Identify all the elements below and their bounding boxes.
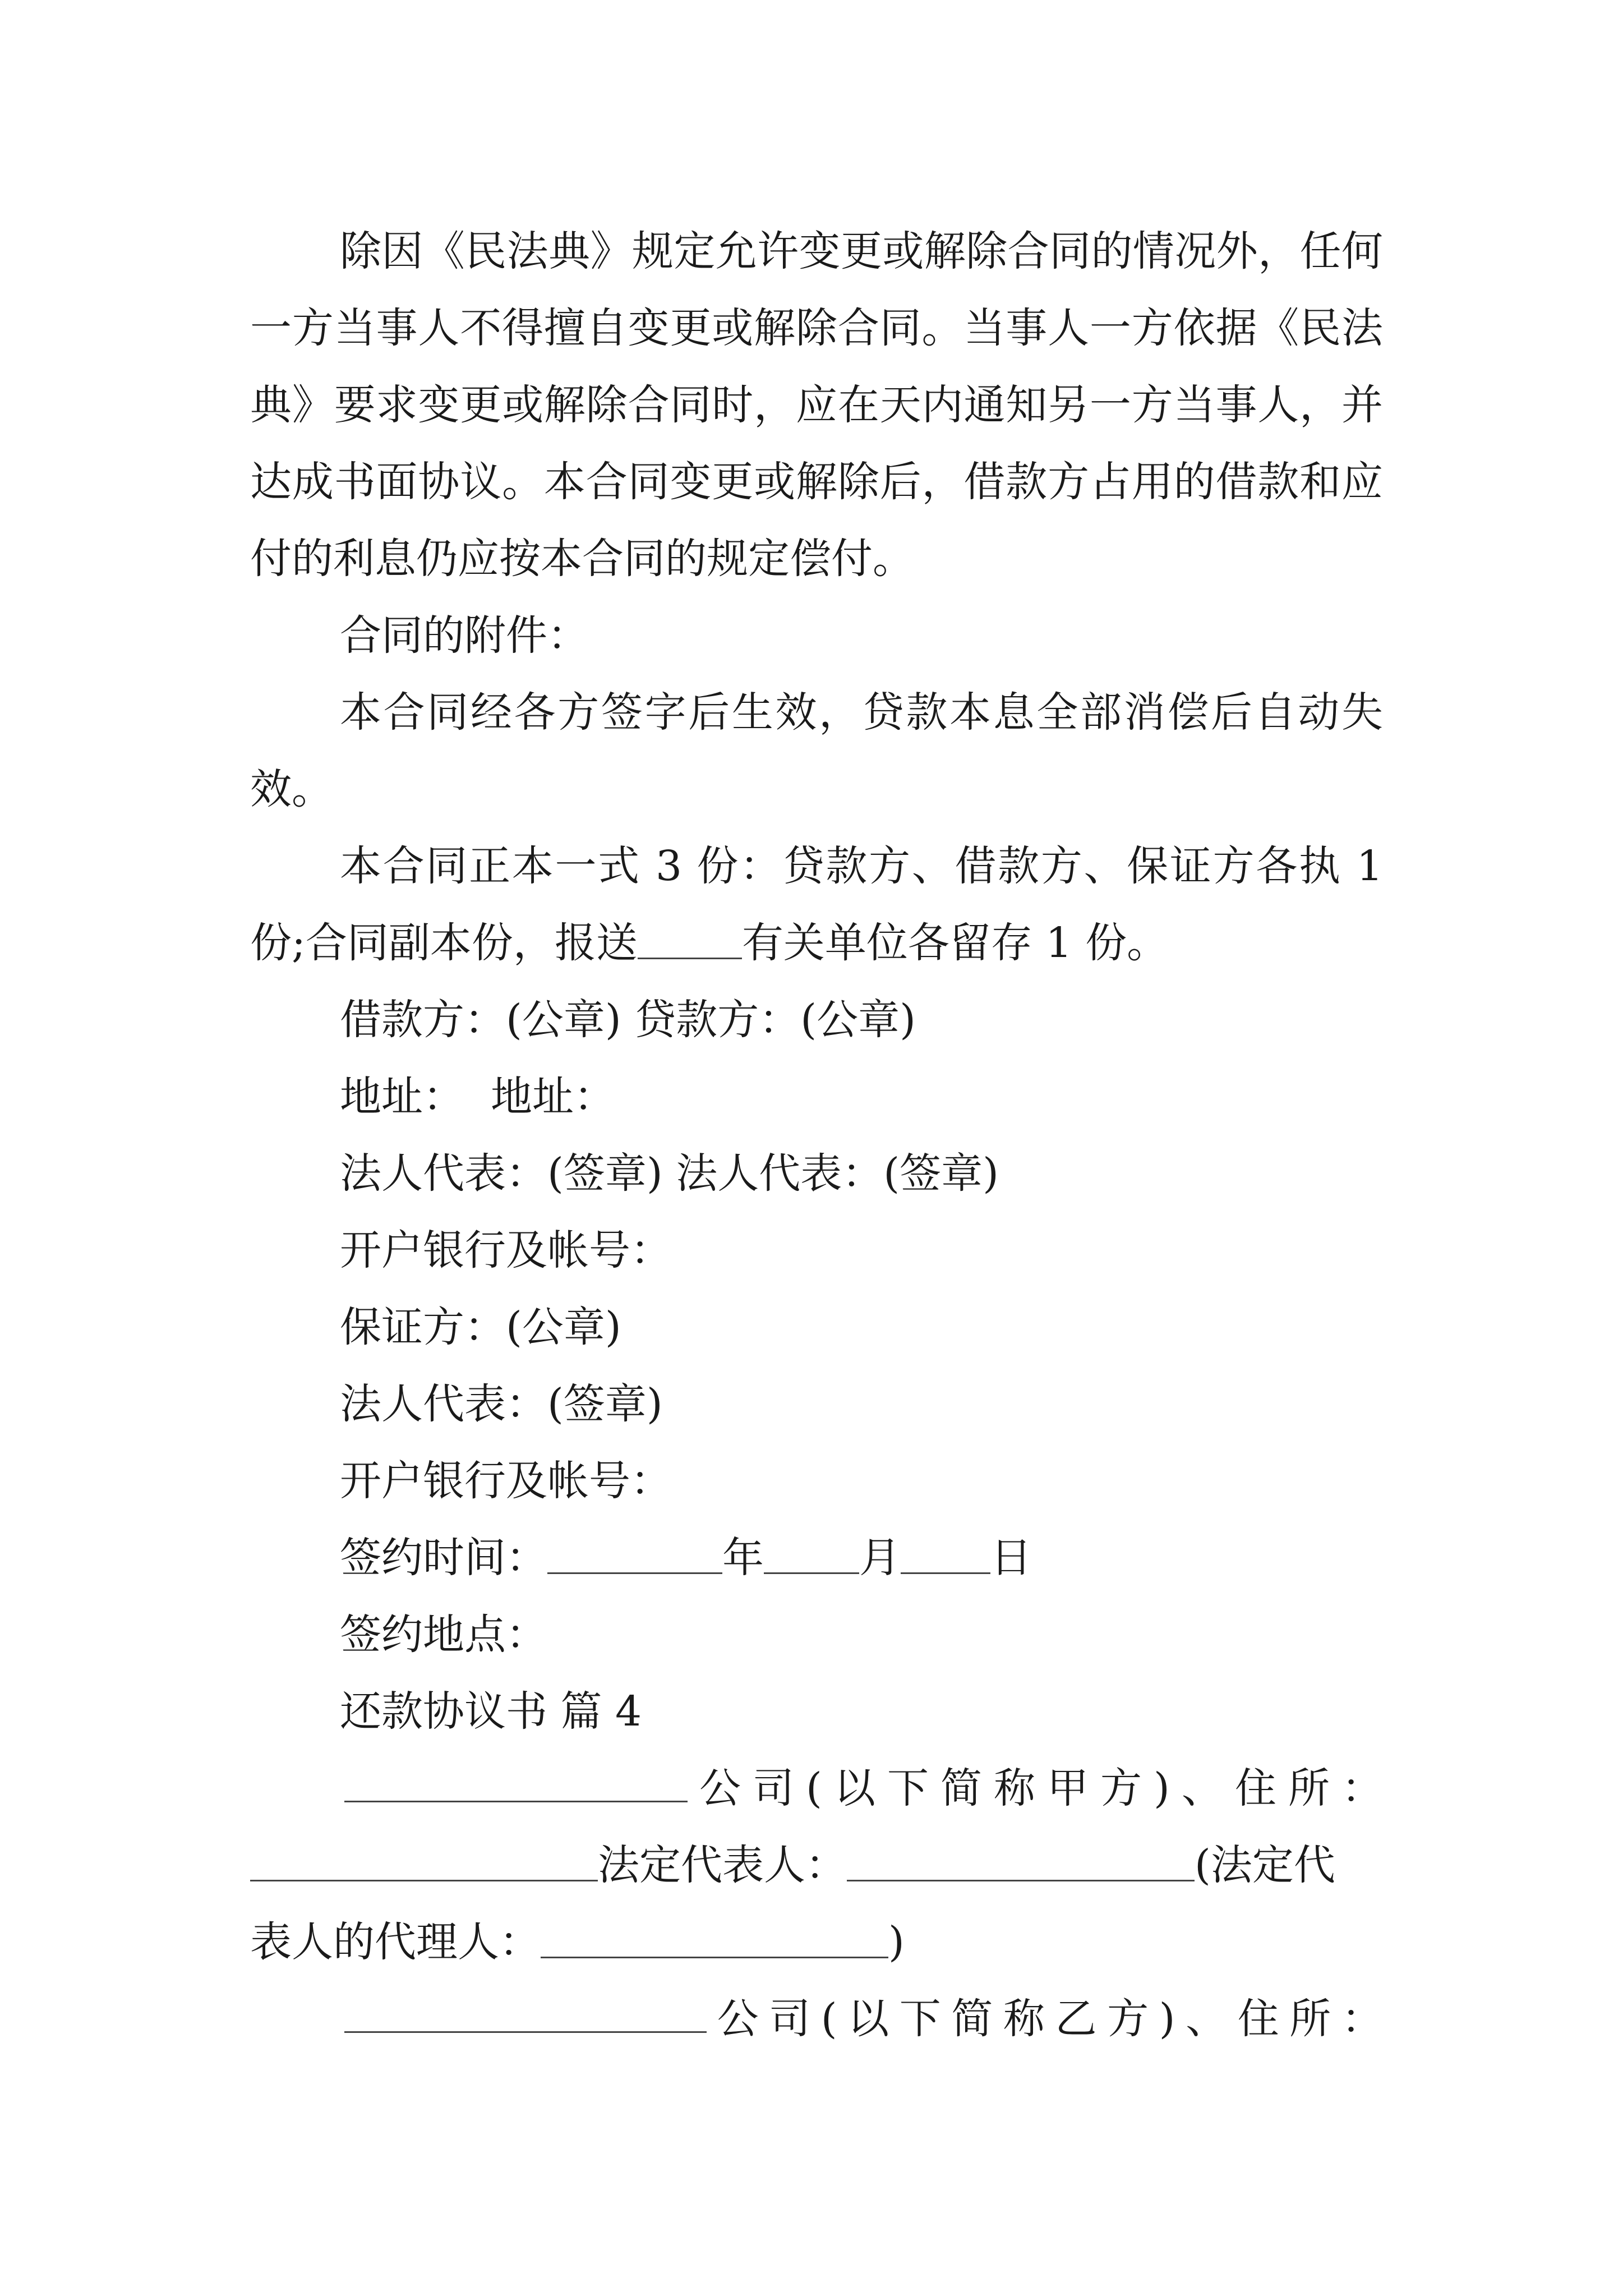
- party-b-char: 司: [769, 1995, 811, 2043]
- party-a-char: 公: [699, 1764, 741, 1812]
- party-b-char: 下: [899, 1995, 941, 2043]
- blank-line: [547, 1540, 722, 1574]
- rep-agent-close: ): [888, 1918, 905, 1966]
- party-a-char: 住: [1234, 1764, 1276, 1812]
- party-a-char: 方: [1100, 1764, 1142, 1812]
- party-b-char: 称: [1003, 1995, 1045, 2043]
- signature-guarantor-rep: 法人代表：(签章): [340, 1380, 663, 1428]
- document-page: [250, 213, 1383, 2058]
- rep-agent-open: (法定代: [1195, 1841, 1335, 1889]
- blank-line: [764, 1540, 859, 1574]
- party-a-char: ：: [1341, 1764, 1383, 1812]
- party-a-char: (: [806, 1764, 822, 1812]
- copies-text: 本合同正本一式 3 份：贷款方、借款方、保证方各执 1 份;合同副本份，报送: [250, 842, 1383, 967]
- party-a-char: 下: [887, 1764, 929, 1812]
- signature-address: 地址： 地址：: [340, 1073, 616, 1121]
- party-b-char: ): [1159, 1995, 1175, 2043]
- rep-agent-line: [250, 1904, 1383, 1981]
- blank-line: [901, 1540, 990, 1574]
- rep-agent-label: 表人的代理人：: [250, 1918, 541, 1966]
- signature-date: [250, 1520, 1383, 1596]
- day-label: 日: [990, 1534, 1032, 1582]
- blank-line: [250, 1847, 598, 1881]
- paragraph-attachments: 合同的附件：: [340, 611, 589, 660]
- signature-place: 签约地点：: [340, 1611, 547, 1659]
- signature-guarantor: 保证方：(公章): [340, 1303, 621, 1351]
- party-b-char: 乙: [1055, 1995, 1097, 2043]
- party-a-line: [250, 1750, 1383, 1827]
- party-b-char: 所: [1289, 1995, 1331, 2043]
- party-a-char: 以: [833, 1764, 875, 1812]
- copies-tail: 有关单位各留存 1 份。: [741, 919, 1169, 967]
- signature-bank-account: 开户银行及帐号：: [340, 1226, 672, 1274]
- party-b-char: 住: [1237, 1995, 1279, 2043]
- party-b-char: 方: [1107, 1995, 1149, 2043]
- signature-guarantor-bank: 开户银行及帐号：: [340, 1457, 672, 1505]
- party-b-char: 以: [847, 1995, 889, 2043]
- party-a-char: 司: [753, 1764, 795, 1812]
- legal-rep-label: 法定代表人：: [598, 1841, 847, 1889]
- party-a-char: 简: [940, 1764, 982, 1812]
- section-heading: 还款协议书 篇 4: [340, 1687, 642, 1736]
- party-a-char: 所: [1288, 1764, 1330, 1812]
- party-b-char: 公: [717, 1995, 759, 2043]
- party-a-char: 称: [993, 1764, 1035, 1812]
- sign-time-label: 签约时间：: [340, 1534, 547, 1582]
- party-a-char: 、: [1181, 1764, 1223, 1812]
- blank-line: [541, 1924, 888, 1958]
- party-b-char: 简: [951, 1995, 993, 2043]
- legal-rep-line: [250, 1827, 1383, 1904]
- blank-line: [344, 1999, 707, 2033]
- month-label: 月: [859, 1534, 901, 1582]
- paragraph-copies: [250, 828, 1383, 982]
- year-label: 年: [722, 1534, 764, 1582]
- party-a-char: 甲: [1047, 1764, 1089, 1812]
- party-b-char: ：: [1341, 1995, 1383, 2043]
- blank-line: [638, 925, 742, 959]
- party-b-char: 、: [1186, 1995, 1228, 2043]
- paragraph-effectiveness: 本合同经各方签字后生效，贷款本息全部消偿后自动失效。: [250, 688, 1383, 813]
- signature-legal-reps: 法人代表：(签章) 法人代表：(签章): [340, 1149, 999, 1198]
- paragraph-contract-change: 除因《民法典》规定允许变更或解除合同的情况外，任何一方当事人不得擅自变更或解除合同。当事人一方依据《民法典》要求变更或解除合同时，应在天内通知另一方当事人，并达成书面协议。本合同变更或解除后，借款方占用的借款和应付的利息仍应按本合同的规定偿付。: [250, 227, 1383, 583]
- party-a-char: ): [1154, 1764, 1170, 1812]
- blank-line: [847, 1847, 1195, 1881]
- blank-line: [344, 1768, 688, 1802]
- signature-parties: 借款方：(公章) 贷款方：(公章): [340, 996, 916, 1044]
- party-b-char: (: [820, 1995, 837, 2043]
- party-b-line: [250, 1981, 1383, 2058]
